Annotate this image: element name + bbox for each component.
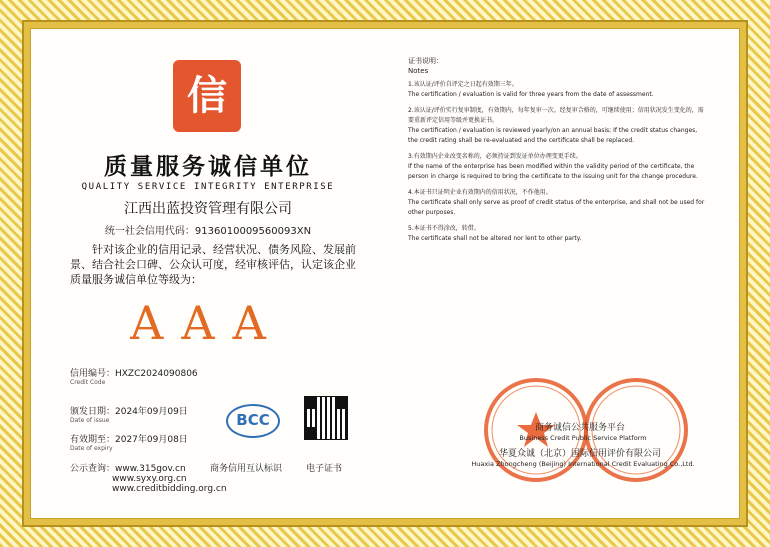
note-5-en: The certificate shall not be altered nor lent to other party. bbox=[408, 235, 582, 242]
expiry-date bbox=[70, 432, 188, 452]
bcc-logo-text: BCC bbox=[236, 411, 270, 429]
issuer-platform-cn: 商务诚信公共服务平台 bbox=[534, 423, 625, 433]
certificate-title: 质量服务诚信单位 bbox=[104, 154, 312, 180]
bcc-caption: 商务信用互认标识 bbox=[210, 464, 283, 474]
expiry-date-label: 有效期至：2027年09月08日 bbox=[70, 435, 188, 445]
expiry-date-sub: Date of expiry bbox=[70, 445, 113, 452]
issuer-org-cn: 华夏众诚（北京）国际信用评价有限公司 bbox=[498, 449, 661, 459]
note-4-en: The certificate shall only serve as proof of credit status of the enterprise, and shall not be used for other purposes. bbox=[408, 199, 705, 216]
credit-logo bbox=[173, 60, 241, 132]
credit-grade: AAA bbox=[130, 296, 284, 350]
issue-date bbox=[70, 404, 188, 424]
query-site-2[interactable]: www.syxy.org.cn bbox=[112, 474, 187, 484]
certificate-body: 针对该企业的信用记录、经营状况、债务风险、发展前景、结合社会口碑、公众认可度，经审核评估，认定该企业质量服务诚信单位等级为： bbox=[70, 243, 356, 286]
notes-title-cn: 证书说明： bbox=[408, 57, 443, 65]
cert-number-sub: Credit Code bbox=[70, 379, 106, 386]
note-1-cn: 1.该认证/评价自评定之日起有效期三年。 bbox=[408, 81, 518, 88]
issue-date-sub: Date of issue bbox=[70, 417, 110, 424]
certificate-title-en: QUALITY SERVICE INTEGRITY ENTERPRISE bbox=[81, 182, 335, 192]
company-name: 江西出蓝投资管理有限公司 bbox=[124, 201, 292, 217]
note-1-en: The certification / evaluation is valid for three years from the date of assessment. bbox=[408, 91, 654, 98]
notes-section bbox=[408, 56, 708, 244]
note-2-en: The certification / evaluation is reviewed yearly/on an annual basis; If the credit status changes, the credit rating shall be re-evaluated and the certificate shall be replaced. bbox=[408, 127, 698, 144]
note-3-en: If the name of the enterprise has been modified within the validity period of the certificate, the person in charge is required to bring the certificate to the issuing unit for the change procedure. bbox=[408, 163, 698, 180]
query-site-1[interactable]: 公示查询：www.315gov.cn bbox=[70, 464, 186, 474]
cert-number-label: 信用编号：HXZC2024090806 bbox=[70, 369, 198, 379]
notes-title-en: Notes bbox=[408, 67, 429, 75]
query-sites bbox=[70, 461, 227, 494]
logo-glyph: 信 bbox=[187, 73, 227, 119]
note-2-cn: 2.该认证/评价实行复审制度，有效期内，每年复审一次。经复审合格的，可继续使用；信用状况发生变化的，需要重新评定信用等级并更换证书。 bbox=[408, 107, 704, 124]
issuer-platform-en: Business Credit Public Service Platform bbox=[519, 434, 647, 442]
note-5-cn: 5.本证书不得涂改，转借。 bbox=[408, 225, 480, 232]
social-credit-code: 统一社会信用代码：9136010009560093XN bbox=[104, 226, 312, 237]
note-4-cn: 4.本证书只证明企业有效期内的信用状况，不作他用。 bbox=[408, 189, 552, 196]
query-site-3[interactable]: www.creditbidding.org.cn bbox=[112, 484, 227, 494]
cert-number bbox=[70, 366, 198, 386]
issuer-org-en: Huaxia Zhongcheng (Beijing) International Credit Evaluating Co.,Ltd. bbox=[471, 460, 695, 468]
note-3-cn: 3.有效期内企业改变名称的，必须持证到发证单位办理变更手续。 bbox=[408, 153, 582, 160]
qr-code[interactable] bbox=[305, 397, 347, 439]
issue-date-label: 颁发日期：2024年09月09日 bbox=[70, 407, 188, 417]
qr-caption: 电子证书 bbox=[306, 464, 343, 474]
